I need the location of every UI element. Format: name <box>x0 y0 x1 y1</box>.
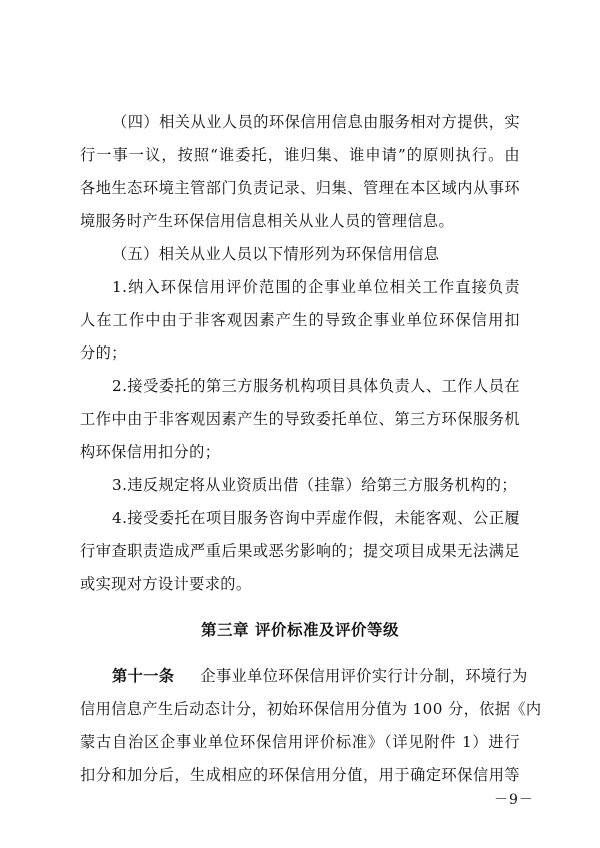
item-2-line-1: 2.接受委托的第三方服务机构项目具体负责人、工作人员在 <box>112 377 520 395</box>
item-4-line-1: 4.接受委托在项目服务咨询中弄虚作假，未能客观、公正履 <box>112 509 520 527</box>
article-11-line-2: 信用信息产生后动态计分，初始环保信用分值为 100 分，依据《内 <box>80 700 542 718</box>
paragraph-5-line-1: （五）相关从业人员以下情形列为环保信用信息 <box>112 245 440 263</box>
article-11-line-1 <box>112 666 528 686</box>
article-11-text-1: 企事业单位环保信用评价实行计分制，环境行为 <box>200 667 528 685</box>
article-11-line-4: 扣分和加分后，生成相应的环保信用分值，用于确定环保信用等 <box>80 766 520 784</box>
item-4-line-3: 或实现对方设计要求的。 <box>80 575 252 593</box>
paragraph-4-line-4: 境服务时产生环保信用信息相关从业人员的管理信息。 <box>80 212 455 230</box>
paragraph-4-line-2: 行一事一议，按照“谁委托，谁归集、谁申请”的原则执行。由 <box>80 146 520 164</box>
item-4-line-2: 行审查职责造成严重后果或恶劣影响的；提交项目成果无法满足 <box>80 542 520 560</box>
article-11-line-3: 蒙古自治区企事业单位环保信用评价标准》（详见附件 1）进行 <box>80 733 520 751</box>
item-2-line-3: 构环保信用扣分的； <box>80 443 221 461</box>
item-1-line-2: 人在工作中由于非客观因素产生的导致企事业单位环保信用扣 <box>80 311 520 329</box>
article-11-label: 第十一条 <box>112 667 175 685</box>
paragraph-4-line-3: 各地生态环境主管部门负责记录、归集、管理在本区域内从事环 <box>80 179 520 197</box>
item-3-line-1: 3.违反规定将从业资质出借（挂靠）给第三方服务机构的； <box>112 476 517 494</box>
item-1-line-1: 1.纳入环保信用评价范围的企事业单位相关工作直接负责 <box>112 278 520 296</box>
page-number: －9－ <box>494 792 534 808</box>
chapter-heading: 第三章 评价标准及评价等级 <box>201 621 399 639</box>
item-1-line-3: 分的； <box>80 344 127 362</box>
paragraph-4-line-1: （四）相关从业人员的环保信用信息由服务相对方提供，实 <box>112 113 520 131</box>
item-2-line-2: 工作中由于非客观因素产生的导致委托单位、第三方环保服务机 <box>80 410 520 428</box>
